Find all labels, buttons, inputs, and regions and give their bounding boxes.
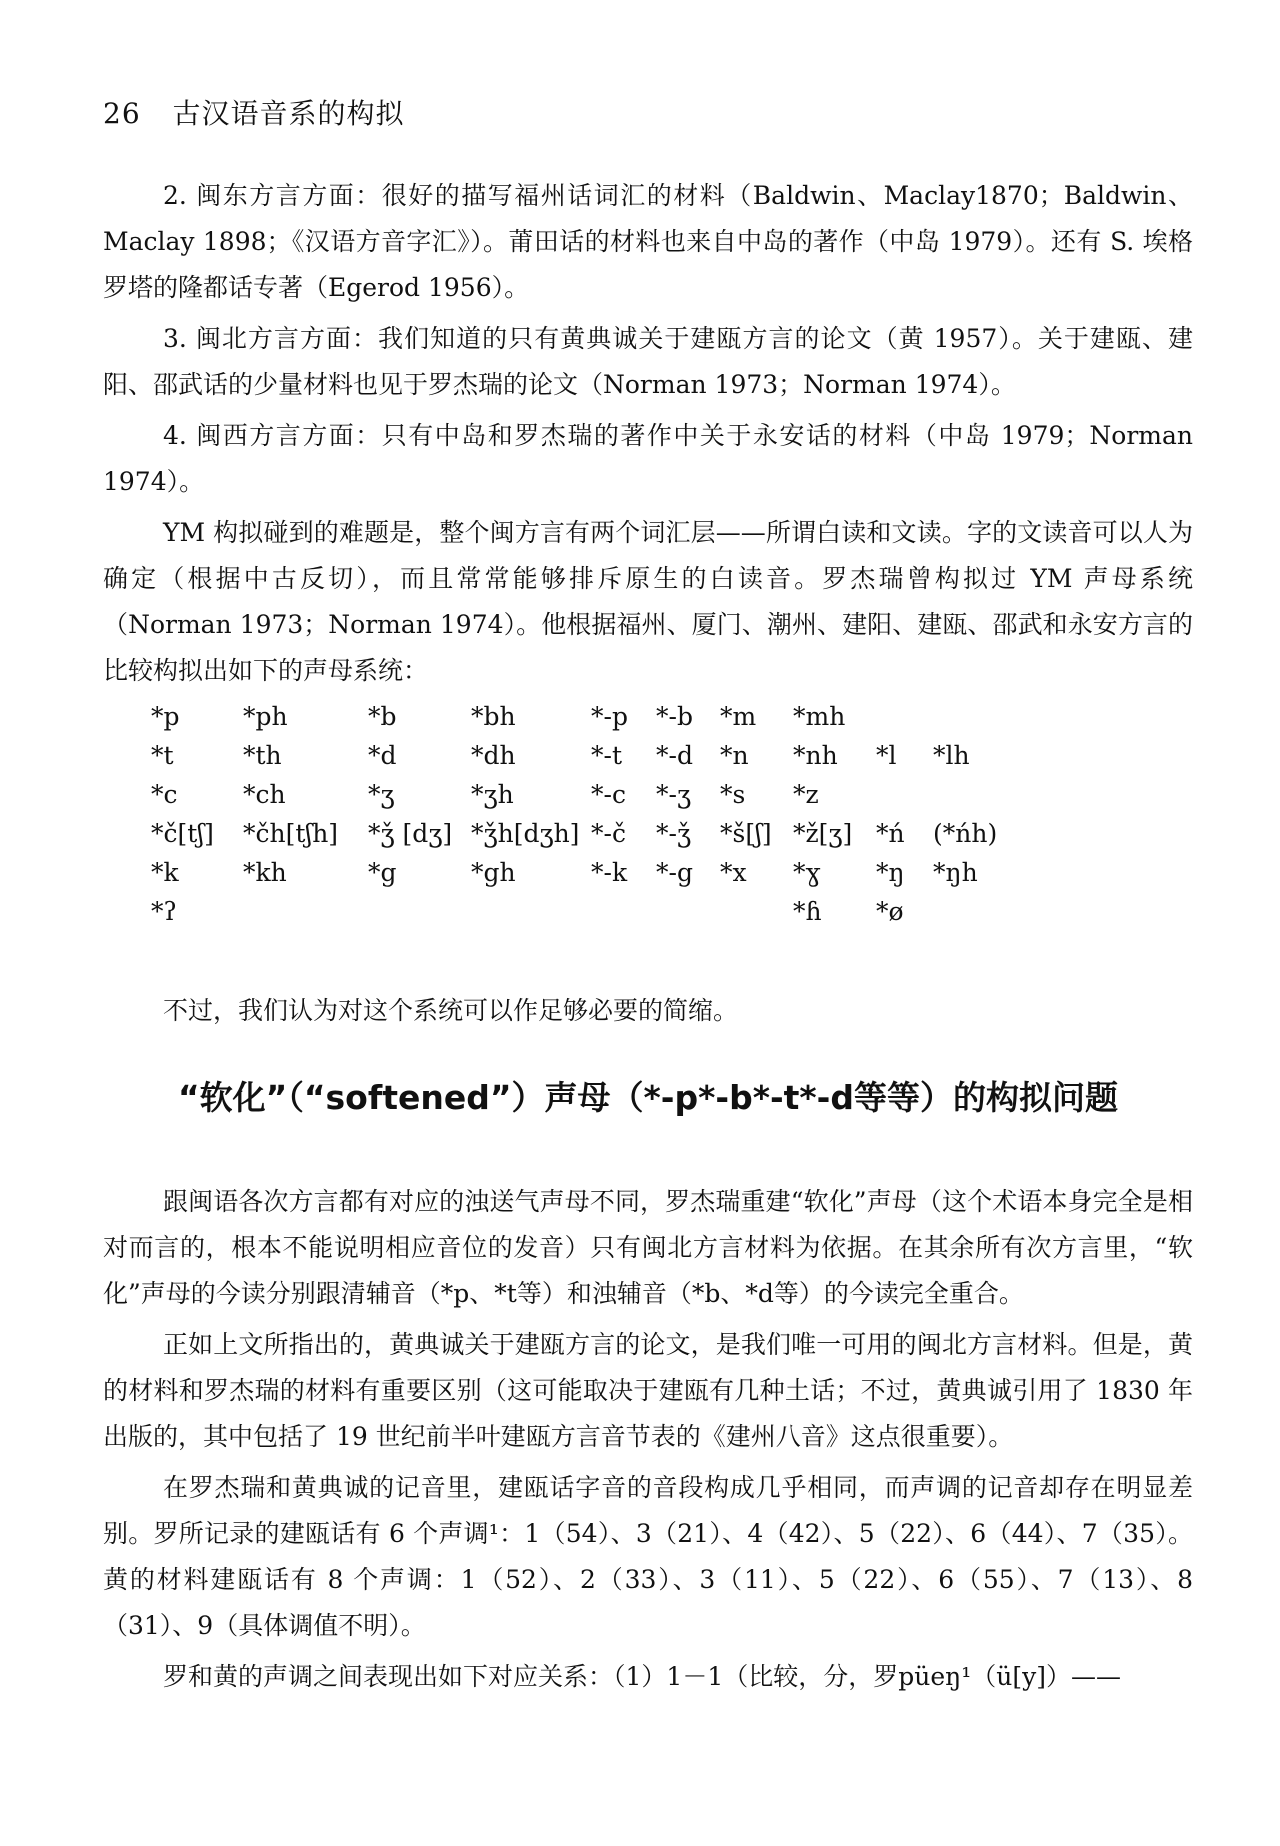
initial-cell: *-d [656,741,693,770]
initial-cell: *ø [876,897,904,926]
initial-cell: *gh [471,858,516,887]
initial-cell: *-k [591,858,628,887]
paragraph-min-dong: 2. 闽东方言方面：很好的描写福州话词汇的材料（Baldwin、Maclay1870；Baldwin、Maclay 1898；《汉语方音字汇》）。莆田话的材料也来自中岛的著作（中岛 1979）。还有 S. 埃格罗塔的隆都话专著（Egerod 1956）。 [103,181,1193,302]
initial-cell: *-ʒ [656,780,692,809]
initial-cell: *ǯh[dʒh] [471,819,580,848]
initial-cell: *-g [656,858,693,887]
initial-cell: *k [151,858,179,887]
paragraph-jianou-material: 正如上文所指出的，黄典诚关于建瓯方言的论文，是我们唯一可用的闽北方言材料。但是，黄的材料和罗杰瑞的材料有重要区别（这可能取决于建瓯有几种土话；不过，黄典诚引用了 1830 年出版的，其中包括了 19 世纪前半叶建瓯方言音节表的《建州八音》这点很重要）。 [103,1330,1193,1451]
initial-cell: *ǯ [dʒ] [368,819,453,848]
initial-cell: *p [151,702,180,731]
initial-cell: (*ńh) [933,819,998,848]
section-heading: “软化”（“softened”）声母（*-p*-b*-t*-d等等）的构拟问题 [177,1078,1119,1117]
initial-cell: *ɦ [793,897,822,926]
initial-cell: *kh [243,858,287,887]
initial-cell: *ŋ [876,858,905,887]
initials-system-table [103,698,1193,988]
page-number: 26 [103,97,141,130]
paragraph-softened-initials: 跟闽语各次方言都有对应的浊送气声母不同，罗杰瑞重建“软化”声母（这个术语本身完全是相对而言的，根本不能说明相应音位的发音）只有闽北方言材料为依据。在其余所有次方言里，“软化”声母的今读分别跟清辅音（*p、*t等）和浊辅音（*b、*d等）的今读完全重合。 [103,1187,1193,1308]
initial-cell: *č[tʃ] [151,819,214,848]
page-body [103,173,1193,1700]
initial-cell: *g [368,858,397,887]
initial-cell: *-ǯ [656,819,692,848]
initial-cell: *-t [591,741,622,770]
initial-cell: *t [151,741,174,770]
initial-cell: *l [876,741,897,770]
initial-cell: *lh [933,741,970,770]
initial-cell: *nh [793,741,838,770]
initial-cell: *ń [876,819,905,848]
initial-cell: *th [243,741,282,770]
initial-cell: *ŋh [933,858,978,887]
initial-cell: *ph [243,702,288,731]
initial-cell: *z [793,780,819,809]
initial-cell: *-p [591,702,628,731]
initial-cell: *-b [656,702,693,731]
initial-cell: *ʔ [151,897,177,926]
initial-cell: *ʒh [471,780,514,809]
initial-cell: *bh [471,702,516,731]
initial-cell: *š[ʃ] [720,819,772,848]
initial-cell: *dh [471,741,516,770]
initial-cell: *ž[ʒ] [793,819,853,848]
initial-cell: *-č [591,819,626,848]
paragraph-tone-records: 在罗杰瑞和黄典诚的记音里，建瓯话字音的音段构成几乎相同，而声调的记音却存在明显差别。罗所记录的建瓯话有 6 个声调¹：1（54）、3（21）、4（42）、5（22）、6（44）、7（35）。黄的材料建瓯话有 8 个声调：1（52）、2（33）、3（11）、5（22）、6（55）、7（13）、8（31）、9（具体调值不明）。 [103,1473,1193,1640]
paragraph-simplification: 不过，我们认为对这个系统可以作足够必要的简缩。 [163,996,739,1025]
initial-cell: *-c [591,780,626,809]
initial-cell: *ɣ [793,858,821,887]
initial-cell: *c [151,780,178,809]
initial-cell: *b [368,702,397,731]
initial-cell: *mh [793,702,846,731]
initial-cell: *x [720,858,747,887]
initial-cell: *ch [243,780,286,809]
paragraph-tone-correspondence: 罗和黄的声调之间表现出如下对应关系：（1）1－1（比较，分，罗püeŋ¹（ü[y]）—— [163,1662,1121,1691]
initial-cell: *čh[tʃh] [243,819,339,848]
paragraph-min-xi: 4. 闽西方言方面：只有中岛和罗杰瑞的著作中关于永安话的材料（中岛 1979；Norman 1974）。 [103,421,1193,496]
initial-cell: *s [720,780,746,809]
running-title: 古汉语音系的构拟 [172,97,405,130]
initial-cell: *ʒ [368,780,395,809]
paragraph-min-bei: 3. 闽北方言方面：我们知道的只有黄典诚关于建瓯方言的论文（黄 1957）。关于建瓯、建阳、邵武话的少量材料也见于罗杰瑞的论文（Norman 1973；Norman 1974）。 [103,324,1193,399]
initial-cell: *d [368,741,397,770]
running-header [103,92,405,132]
initial-cell: *n [720,741,749,770]
initial-cell: *m [720,702,757,731]
paragraph-ym-reconstruction: YM 构拟碰到的难题是，整个闽方言有两个词汇层——所谓白读和文读。字的文读音可以人为确定（根据中古反切），而且常常能够排斥原生的白读音。罗杰瑞曾构拟过 YM 声母系统（Norman 1973；Norman 1974）。他根据福州、厦门、潮州、建阳、建瓯、邵武和永安方言的比较构拟出如下的声母系统： [103,518,1193,685]
